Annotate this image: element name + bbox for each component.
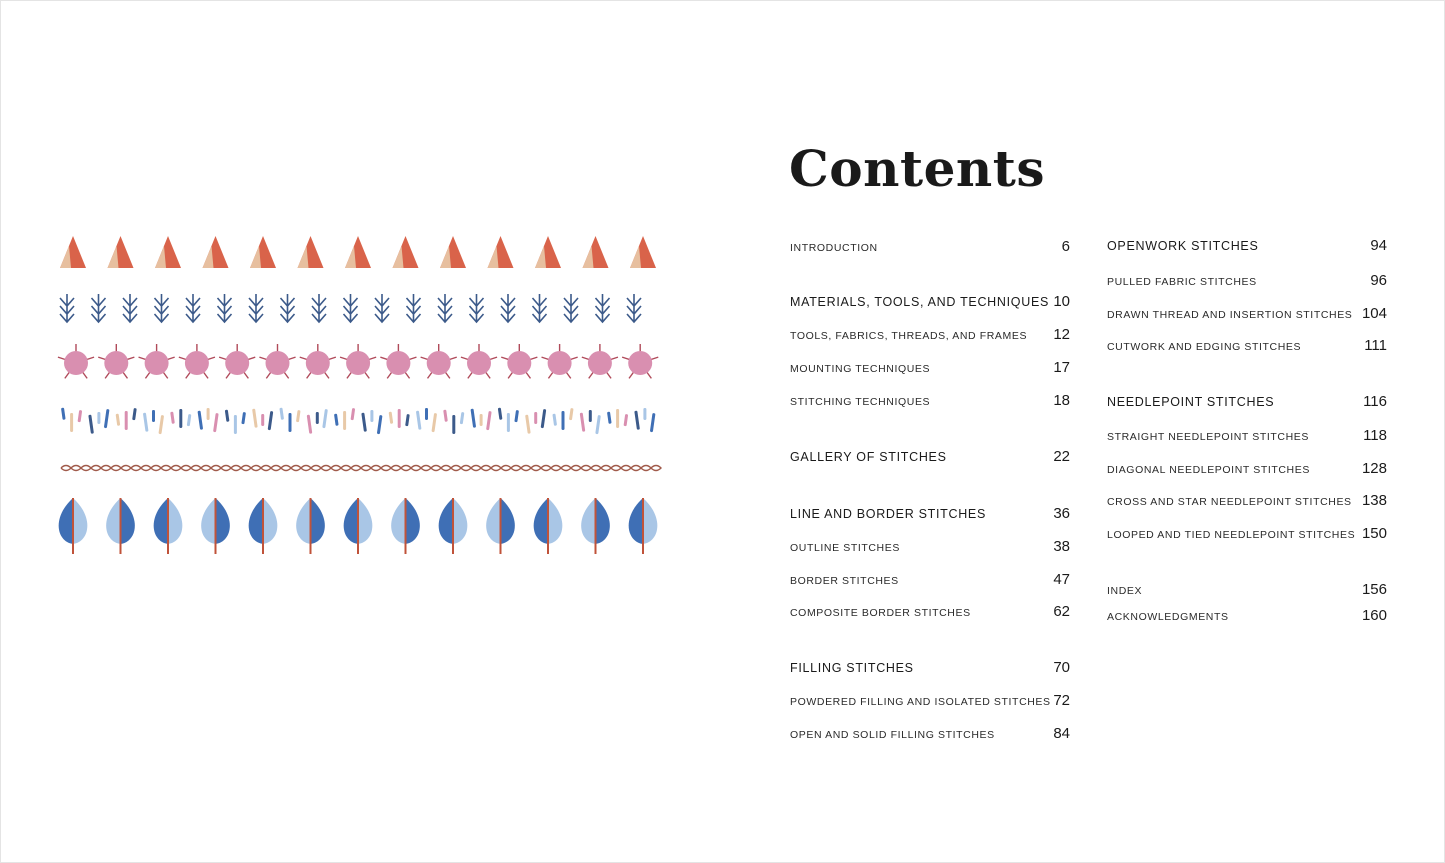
- toc-entry-page-number: 17: [1053, 359, 1070, 376]
- toc-entry-page-number: 128: [1361, 460, 1387, 477]
- seed-stitch: [534, 412, 537, 424]
- seed-stitch: [650, 413, 656, 432]
- toc-entry: [790, 692, 1070, 709]
- toc-entry-label: STRAIGHT NEEDLEPOINT STITCHES: [1107, 431, 1309, 443]
- seed-stitch: [234, 415, 237, 434]
- rosette-stitch: [64, 351, 88, 375]
- leaf-stitch-half: [249, 498, 263, 544]
- seed-stitch: [525, 415, 531, 434]
- rosette-stitch: [185, 351, 209, 375]
- seed-stitch: [616, 409, 619, 428]
- leaf-stitch-half: [216, 498, 230, 544]
- seed-stitch: [143, 413, 149, 432]
- seed-stitch: [207, 408, 210, 420]
- toc-entry-page-number: 70: [1053, 659, 1070, 676]
- toc-entry-page-number: 94: [1370, 237, 1387, 254]
- leaf-stitch-half: [581, 498, 595, 544]
- toc-entry-label: LOOPED AND TIED NEEDLEPOINT STITCHES: [1107, 529, 1356, 541]
- toc-entry-label: GALLERY OF STITCHES: [790, 450, 947, 464]
- rosette-stitch: [386, 351, 410, 375]
- leaf-stitch-half: [486, 498, 500, 544]
- toc-entry-label: DIAGONAL NEEDLEPOINT STITCHES: [1107, 464, 1310, 476]
- rosette-stitch: [266, 351, 290, 375]
- leaf-stitch-half: [59, 498, 73, 544]
- toc-entry: [790, 538, 1070, 555]
- leaf-stitch-half: [534, 498, 548, 544]
- seed-stitch: [268, 411, 274, 430]
- fern-stitch: [627, 294, 641, 322]
- rosette-stitch: [427, 351, 451, 375]
- seed-stitch: [78, 410, 83, 422]
- rosette-stitch: [588, 351, 612, 375]
- toc-entry-label: OPENWORK STITCHES: [1107, 239, 1259, 253]
- seed-stitch: [88, 415, 94, 434]
- fern-stitch: [92, 294, 106, 322]
- seed-stitch: [70, 413, 73, 432]
- embroidery-illustration: [51, 226, 671, 566]
- seed-stitch: [425, 408, 428, 420]
- leaf-stitch-half: [121, 498, 135, 544]
- seed-stitch: [125, 411, 128, 430]
- toc-entry: [1107, 525, 1387, 542]
- toc-entry-page-number: 160: [1361, 607, 1387, 624]
- seed-stitch: [514, 410, 519, 422]
- toc-entry-page-number: 84: [1053, 725, 1070, 742]
- toc-entry-label: MOUNTING TECHNIQUES: [790, 363, 931, 375]
- toc-entry: [1107, 337, 1387, 354]
- fern-stitch: [60, 294, 74, 322]
- seed-stitch: [389, 412, 394, 424]
- seed-stitch: [471, 409, 477, 428]
- toc-entry: [790, 725, 1070, 742]
- seed-stitch: [179, 409, 182, 428]
- toc-entry-page-number: 12: [1053, 326, 1070, 343]
- seed-stitch: [225, 410, 230, 422]
- toc-entry-page-number: 96: [1370, 272, 1387, 289]
- toc-entry: [1107, 460, 1387, 477]
- leaf-stitch-half: [106, 498, 120, 544]
- toc-entry-page-number: 156: [1361, 581, 1387, 598]
- toc-entry-label: ACKNOWLEDGMENTS: [1107, 611, 1229, 623]
- toc-entry-label: CROSS AND STAR NEEDLEPOINT STITCHES: [1107, 496, 1352, 508]
- leaf-stitch-half: [73, 498, 87, 544]
- seed-stitch: [580, 413, 586, 432]
- rosette-stitch: [628, 351, 652, 375]
- seed-stitch: [569, 408, 574, 420]
- toc-entry-page-number: 6: [1061, 238, 1070, 255]
- rosette-stitch: [548, 351, 572, 375]
- fern-stitch: [344, 294, 358, 322]
- seed-stitch: [398, 409, 401, 428]
- toc-entry-label: OUTLINE STITCHES: [790, 542, 900, 554]
- toc-entry-label: FILLING STITCHES: [790, 661, 914, 675]
- fern-stitch: [123, 294, 137, 322]
- fern-stitch: [249, 294, 263, 322]
- toc-entry-page-number: 116: [1363, 393, 1387, 410]
- seed-stitch: [507, 413, 510, 432]
- seed-stitch: [589, 410, 592, 422]
- leaf-stitch-half: [154, 498, 168, 544]
- toc-entry: [790, 571, 1070, 588]
- toc-entry-page-number: 36: [1053, 505, 1070, 522]
- seed-stitch: [241, 412, 246, 424]
- seed-stitch: [624, 414, 629, 426]
- fern-stitch: [438, 294, 452, 322]
- seed-stitch: [431, 413, 437, 432]
- toc-entry-page-number: 18: [1053, 392, 1070, 409]
- fern-stitch: [155, 294, 169, 322]
- fern-stitch: [375, 294, 389, 322]
- seed-stitch: [289, 413, 292, 432]
- leaf-stitch-half: [391, 498, 405, 544]
- toc-entry: [1107, 492, 1387, 509]
- toc-entry-label: STITCHING TECHNIQUES: [790, 396, 931, 408]
- seed-stitch: [541, 409, 547, 428]
- seed-stitch: [252, 409, 258, 428]
- toc-entry-page-number: 104: [1361, 305, 1387, 322]
- toc-entry-label: TOOLS, FABRICS, THREADS, AND FRAMES: [790, 330, 1028, 342]
- seed-stitch: [634, 411, 640, 430]
- seed-stitch: [562, 411, 565, 430]
- seed-stitch: [498, 408, 503, 420]
- seed-stitch: [316, 412, 319, 424]
- fern-stitch: [281, 294, 295, 322]
- fern-stitch: [501, 294, 515, 322]
- seed-stitch: [261, 414, 264, 426]
- rosette-stitch: [467, 351, 491, 375]
- fern-stitch: [312, 294, 326, 322]
- toc-entry-page-number: 62: [1053, 603, 1070, 620]
- toc-entry-label: BORDER STITCHES: [790, 575, 899, 587]
- leaf-stitch-half: [643, 498, 657, 544]
- leaf-stitch-half: [296, 498, 310, 544]
- seed-stitch: [552, 414, 557, 426]
- fern-stitch: [407, 294, 421, 322]
- rosette-stitch: [225, 351, 249, 375]
- leaf-stitch-half: [263, 498, 277, 544]
- seed-stitch: [296, 410, 301, 422]
- seed-stitch: [170, 412, 175, 424]
- stitch-rows-graphic: [51, 226, 671, 566]
- seed-stitch: [405, 414, 410, 426]
- toc-entry-label: PULLED FABRIC STITCHES: [1107, 276, 1257, 288]
- seed-stitch: [334, 414, 339, 426]
- toc-entry-label: OPEN AND SOLID FILLING STITCHES: [790, 729, 995, 741]
- toc-entry: [790, 603, 1070, 620]
- toc-entry: [790, 238, 1070, 255]
- toc-entry-page-number: 22: [1053, 448, 1070, 465]
- seed-stitch: [307, 415, 313, 434]
- toc-entry-label: CUTWORK AND EDGING STITCHES: [1107, 341, 1302, 353]
- seed-stitch: [480, 414, 483, 426]
- toc-entry-page-number: 111: [1364, 337, 1387, 354]
- toc-entry: [790, 448, 1070, 465]
- seed-stitch: [61, 408, 66, 420]
- rosette-stitch: [346, 351, 370, 375]
- leaf-stitch-half: [358, 498, 372, 544]
- fern-stitch: [218, 294, 232, 322]
- toc-entry: [1107, 607, 1387, 624]
- seed-stitch: [158, 415, 164, 434]
- seed-stitch: [361, 413, 367, 432]
- toc-entry-label: MATERIALS, TOOLS, AND TECHNIQUES: [790, 295, 1050, 309]
- seed-stitch: [213, 413, 219, 432]
- seed-stitch: [643, 408, 646, 420]
- seed-stitch: [460, 412, 465, 424]
- toc-entry: [790, 392, 1070, 409]
- leaf-stitch-half: [548, 498, 562, 544]
- fern-stitch: [596, 294, 610, 322]
- rosette-stitch: [145, 351, 169, 375]
- toc-entry-label: COMPOSITE BORDER STITCHES: [790, 607, 971, 619]
- seed-stitch: [343, 411, 346, 430]
- rosette-stitch: [507, 351, 531, 375]
- toc-entry-page-number: 118: [1363, 427, 1387, 444]
- rosette-stitch: [306, 351, 330, 375]
- leaf-stitch-half: [311, 498, 325, 544]
- fern-stitch: [533, 294, 547, 322]
- leaf-stitch-half: [453, 498, 467, 544]
- leaf-stitch-half: [596, 498, 610, 544]
- seed-stitch: [351, 408, 356, 420]
- toc-entry-page-number: 150: [1361, 525, 1387, 542]
- toc-entry-label: INTRODUCTION: [790, 242, 878, 254]
- seed-stitch: [443, 410, 448, 422]
- seed-stitch: [595, 415, 601, 434]
- toc-entry-label: NEEDLEPOINT STITCHES: [1107, 395, 1275, 409]
- seed-stitch: [370, 410, 373, 422]
- seed-stitch: [187, 414, 192, 426]
- seed-stitch: [377, 415, 383, 434]
- toc-entry: [790, 505, 1070, 522]
- seed-stitch: [132, 408, 137, 420]
- toc-entry: [790, 293, 1070, 310]
- leaf-stitch-half: [344, 498, 358, 544]
- seed-stitch: [104, 409, 110, 428]
- seed-stitch: [279, 408, 284, 420]
- leaf-stitch-half: [406, 498, 420, 544]
- toc-entry-page-number: 10: [1053, 293, 1070, 310]
- seed-stitch: [486, 411, 492, 430]
- toc-entry: [1107, 272, 1387, 289]
- toc-entry: [1107, 305, 1387, 322]
- toc-entry-page-number: 38: [1053, 538, 1070, 555]
- toc-entry-label: INDEX: [1107, 585, 1143, 597]
- toc-entry-page-number: 138: [1361, 492, 1387, 509]
- toc-entry-label: LINE AND BORDER STITCHES: [790, 507, 986, 521]
- leaf-stitch-half: [201, 498, 215, 544]
- seed-stitch: [322, 409, 328, 428]
- leaf-stitch-half: [168, 498, 182, 544]
- toc-entry-page-number: 47: [1053, 571, 1070, 588]
- toc-entry: [1107, 237, 1387, 254]
- page-title: Contents: [789, 139, 1046, 198]
- toc-entry: [790, 326, 1070, 343]
- fern-stitch: [564, 294, 578, 322]
- toc-entry-page-number: 72: [1053, 692, 1070, 709]
- toc-entry: [790, 659, 1070, 676]
- leaf-stitch-half: [501, 498, 515, 544]
- fern-stitch: [470, 294, 484, 322]
- toc-entry-label: POWDERED FILLING AND ISOLATED STITCHES: [790, 696, 1051, 708]
- toc-entry: [1107, 427, 1387, 444]
- seed-stitch: [416, 411, 422, 430]
- toc-entry: [790, 359, 1070, 376]
- rosette-stitch: [104, 351, 128, 375]
- toc-entry: [1107, 393, 1387, 410]
- seed-stitch: [607, 412, 612, 424]
- seed-stitch: [97, 412, 100, 424]
- seed-stitch: [198, 411, 204, 430]
- leaf-stitch-half: [439, 498, 453, 544]
- toc-entry: [1107, 581, 1387, 598]
- leaf-stitch-half: [629, 498, 643, 544]
- chain-stitch-line: [61, 466, 661, 471]
- fern-stitch: [186, 294, 200, 322]
- seed-stitch: [452, 415, 455, 434]
- seed-stitch: [116, 414, 121, 426]
- toc-entry-label: DRAWN THREAD AND INSERTION STITCHES: [1107, 309, 1353, 321]
- seed-stitch: [152, 410, 155, 422]
